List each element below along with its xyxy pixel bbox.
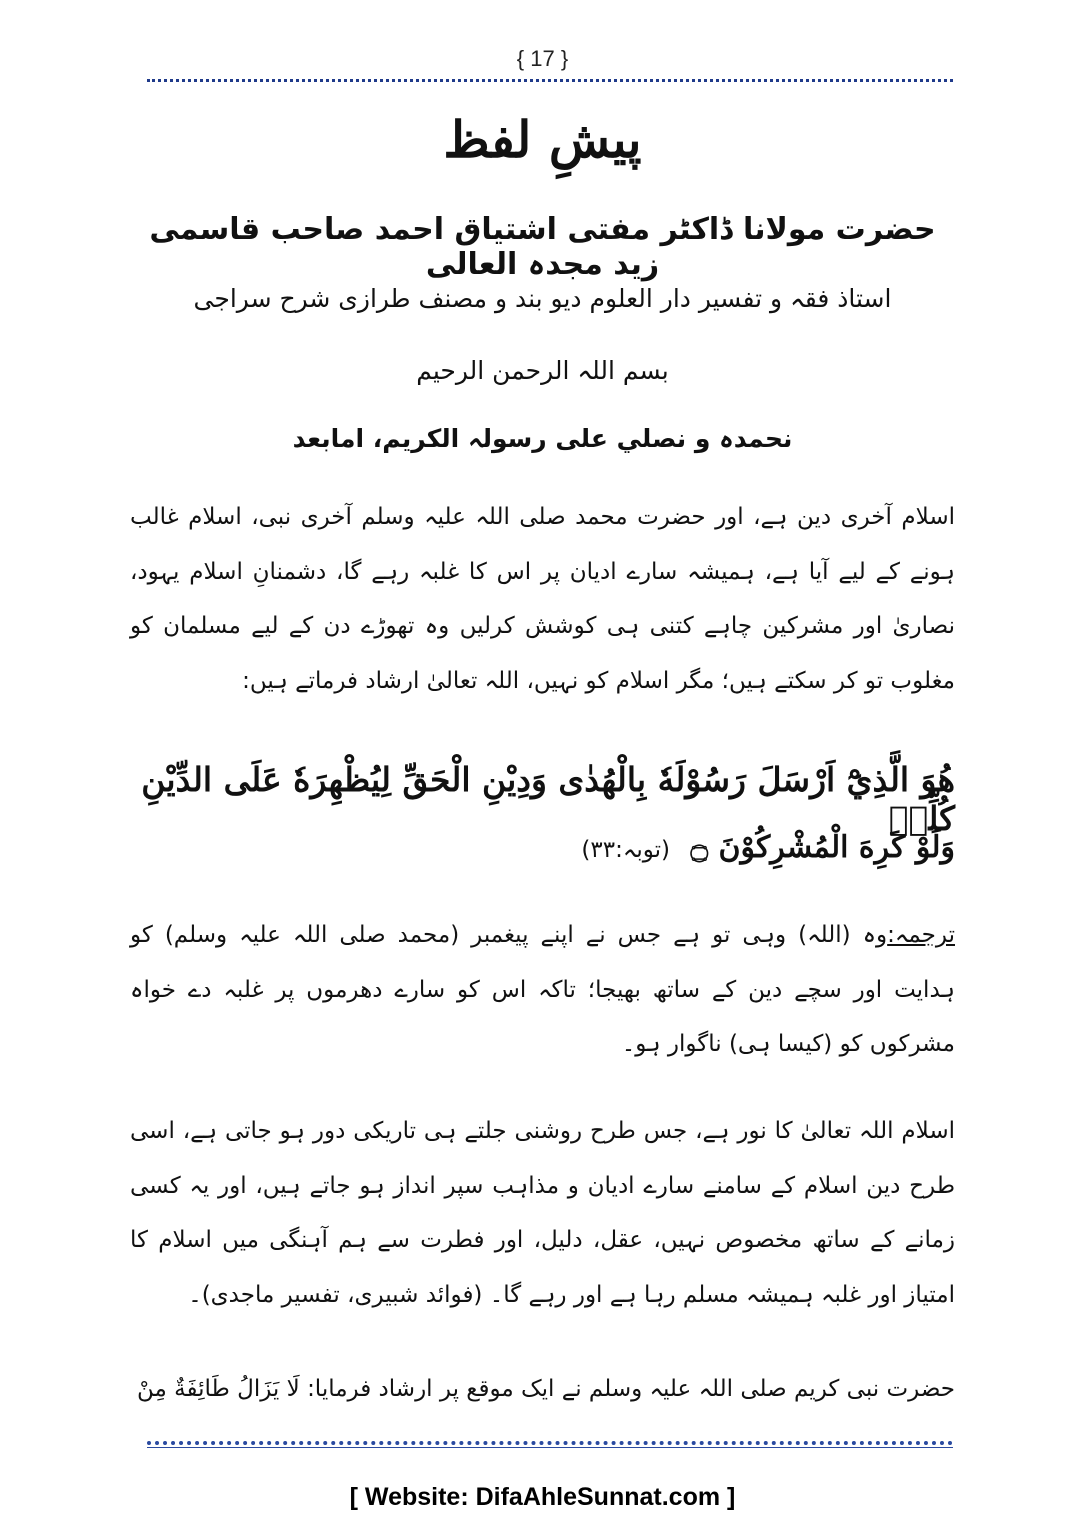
paragraph-1: اسلام آخری دین ہے، اور حضرت محمد صلی اللہ علیہ وسلم آخری نبی، اسلام غالب ہونے کے لیے آیا ہے، ہمیشہ سارے ادیان پر اس کا غلبہ رہے گا، دشمنانِ اسلام یہود، نصاریٰ اور مشرکین چاہے کتنی ہی کوشش کرلیں وہ تھوڑے دن کے لیے مسلمان کو مغلوب تو کر سکتے ہیں؛ مگر اسلام کو نہیں، اللہ تعالیٰ ارشاد فرماتے ہیں: xyxy=(130,504,955,694)
bottom-divider-line xyxy=(147,1447,953,1448)
page-title: پیشِ لفظ xyxy=(443,110,642,169)
quran-verse-line-2 xyxy=(130,830,955,865)
verse-reference: (توبہ:۳۳) xyxy=(581,837,670,863)
bottom-divider xyxy=(147,1441,953,1445)
top-divider xyxy=(147,79,953,82)
verse-text: وَلَوْ كَرِهَ الْمُشْرِكُوْنَ ۝ xyxy=(690,830,955,865)
bismillah: بسم اللہ الرحمن الرحیم xyxy=(416,356,669,385)
translation-paragraph xyxy=(130,908,955,1072)
paragraph-4: حضرت نبی کریم صلی اللہ علیہ وسلم نے ایک موقع پر ارشاد فرمایا: لَا يَزَالُ طَائِفَةٌ مِنْ xyxy=(137,1376,955,1402)
author-line: حضرت مولانا ڈاکٹر مفتی اشتیاق احمد صاحب قاسمی زید مجدہ العالی xyxy=(149,212,936,282)
paragraph-3: اسلام اللہ تعالیٰ کا نور ہے، جس طرح روشنی جلتے ہی تاریکی دور ہو جاتی ہے، اسی طرح دین اسلام کے سامنے سارے ادیان و مذاہب سپر انداز ہو جاتے ہیں، اور یہ کسی زمانے کے ساتھ مخصوص نہیں، عقل، دلیل، اور فطرت سے ہم آہنگی میں اسلام کا امتیاز اور غلبہ ہمیشہ مسلم رہا ہے اور رہے گا۔ (فوائد شبیری، تفسیر ماجدی)۔ xyxy=(130,1118,955,1308)
translation-text: وہ (اللہ) وہی تو ہے جس نے اپنے پیغمبر (محمد صلی اللہ علیہ وسلم) کو ہدایت اور سچے دین کے ساتھ بھیجا؛ تاکہ اس کو سارے دھرموں پر غلبہ دے خواہ مشرکوں کو (کیسا ہی) ناگوار ہو۔ xyxy=(130,922,955,1057)
author-position: استاذ فقہ و تفسیر دار العلوم دیو بند و مصنف طرازی شرح سراجی xyxy=(193,284,892,313)
website-footer: [ Website: DifaAhleSunnat.com ] xyxy=(349,1483,736,1511)
translation-label: ترجمہ: xyxy=(887,922,955,948)
quran-verse-line-1: هُوَ الَّذِيْٓ اَرْسَلَ رَسُوْلَهٗ بِالْهُدٰى وَدِيْنِ الْحَقِّ لِيُظْهِرَهٗ عَلَى الدِّيْنِ كُلِّهٖ xyxy=(141,760,955,838)
page-number: { 17 } xyxy=(516,46,569,71)
nahmaduhu-line: نحمدہ و نصلي علی رسولہ الکریم، امابعد xyxy=(292,424,793,453)
